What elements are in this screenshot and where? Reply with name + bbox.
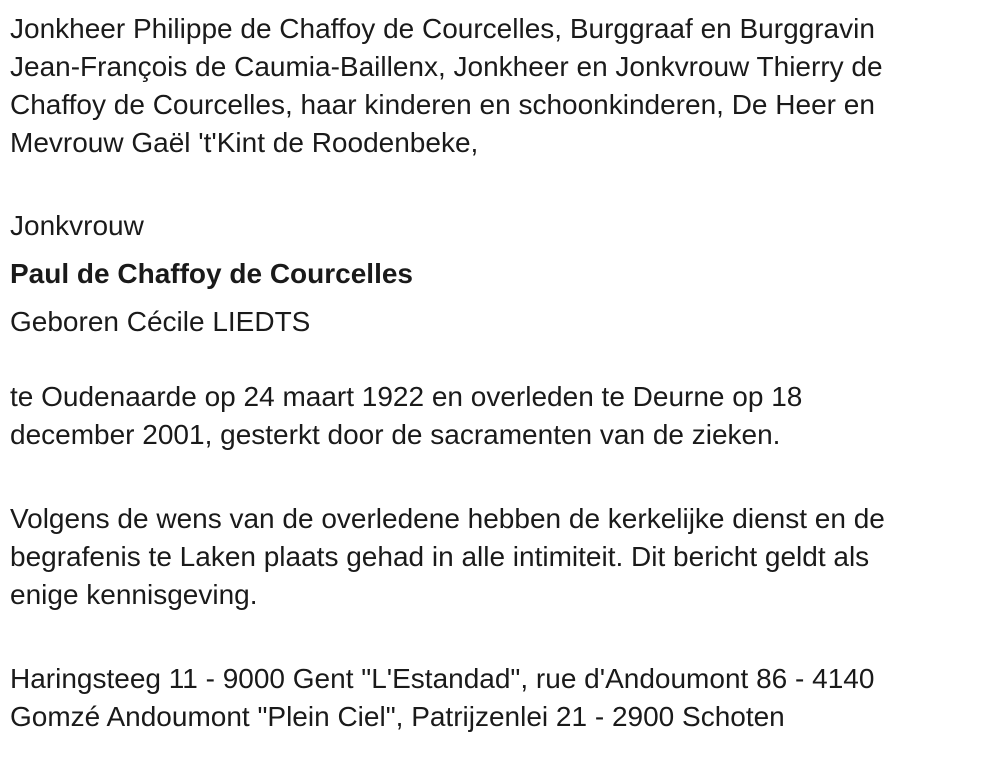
relatives-line-2: Jean-François de Caumia-Baillenx, Jonkheer en Jonkvrouw Thierry de (10, 51, 883, 82)
deceased-title: Jonkvrouw (10, 210, 144, 241)
life-dates-line-1: te Oudenaarde op 24 maart 1922 en overleden te Deurne op 18 (10, 381, 803, 412)
deceased-maiden-name: Geboren Cécile LIEDTS (10, 306, 311, 337)
life-dates-line-2: december 2001, gesterkt door de sacramenten van de zieken. (10, 419, 781, 450)
addresses-line-1: Haringsteeg 11 - 9000 Gent "L'Estandad", rue d'Andoumont 86 - 4140 (10, 663, 875, 694)
life-dates-paragraph (10, 378, 990, 454)
addresses-paragraph (10, 660, 990, 736)
relatives-paragraph (10, 10, 990, 162)
relatives-line-1: Jonkheer Philippe de Chaffoy de Courcelles, Burggraaf en Burggravin (10, 13, 875, 44)
relatives-line-4: Mevrouw Gaël 't'Kint de Roodenbeke, (10, 127, 479, 158)
funeral-line-3: enige kennisgeving. (10, 579, 258, 610)
deceased-block (10, 207, 990, 341)
funeral-line-2: begrafenis te Laken plaats gehad in alle intimiteit. Dit bericht geldt als (10, 541, 870, 572)
funeral-paragraph (10, 500, 990, 614)
funeral-line-1: Volgens de wens van de overledene hebben de kerkelijke dienst en de (10, 503, 885, 534)
relatives-line-3: Chaffoy de Courcelles, haar kinderen en schoonkinderen, De Heer en (10, 89, 875, 120)
addresses-line-2: Gomzé Andoumont "Plein Ciel", Patrijzenlei 21 - 2900 Schoten (10, 701, 785, 732)
deceased-name: Paul de Chaffoy de Courcelles (10, 258, 413, 289)
